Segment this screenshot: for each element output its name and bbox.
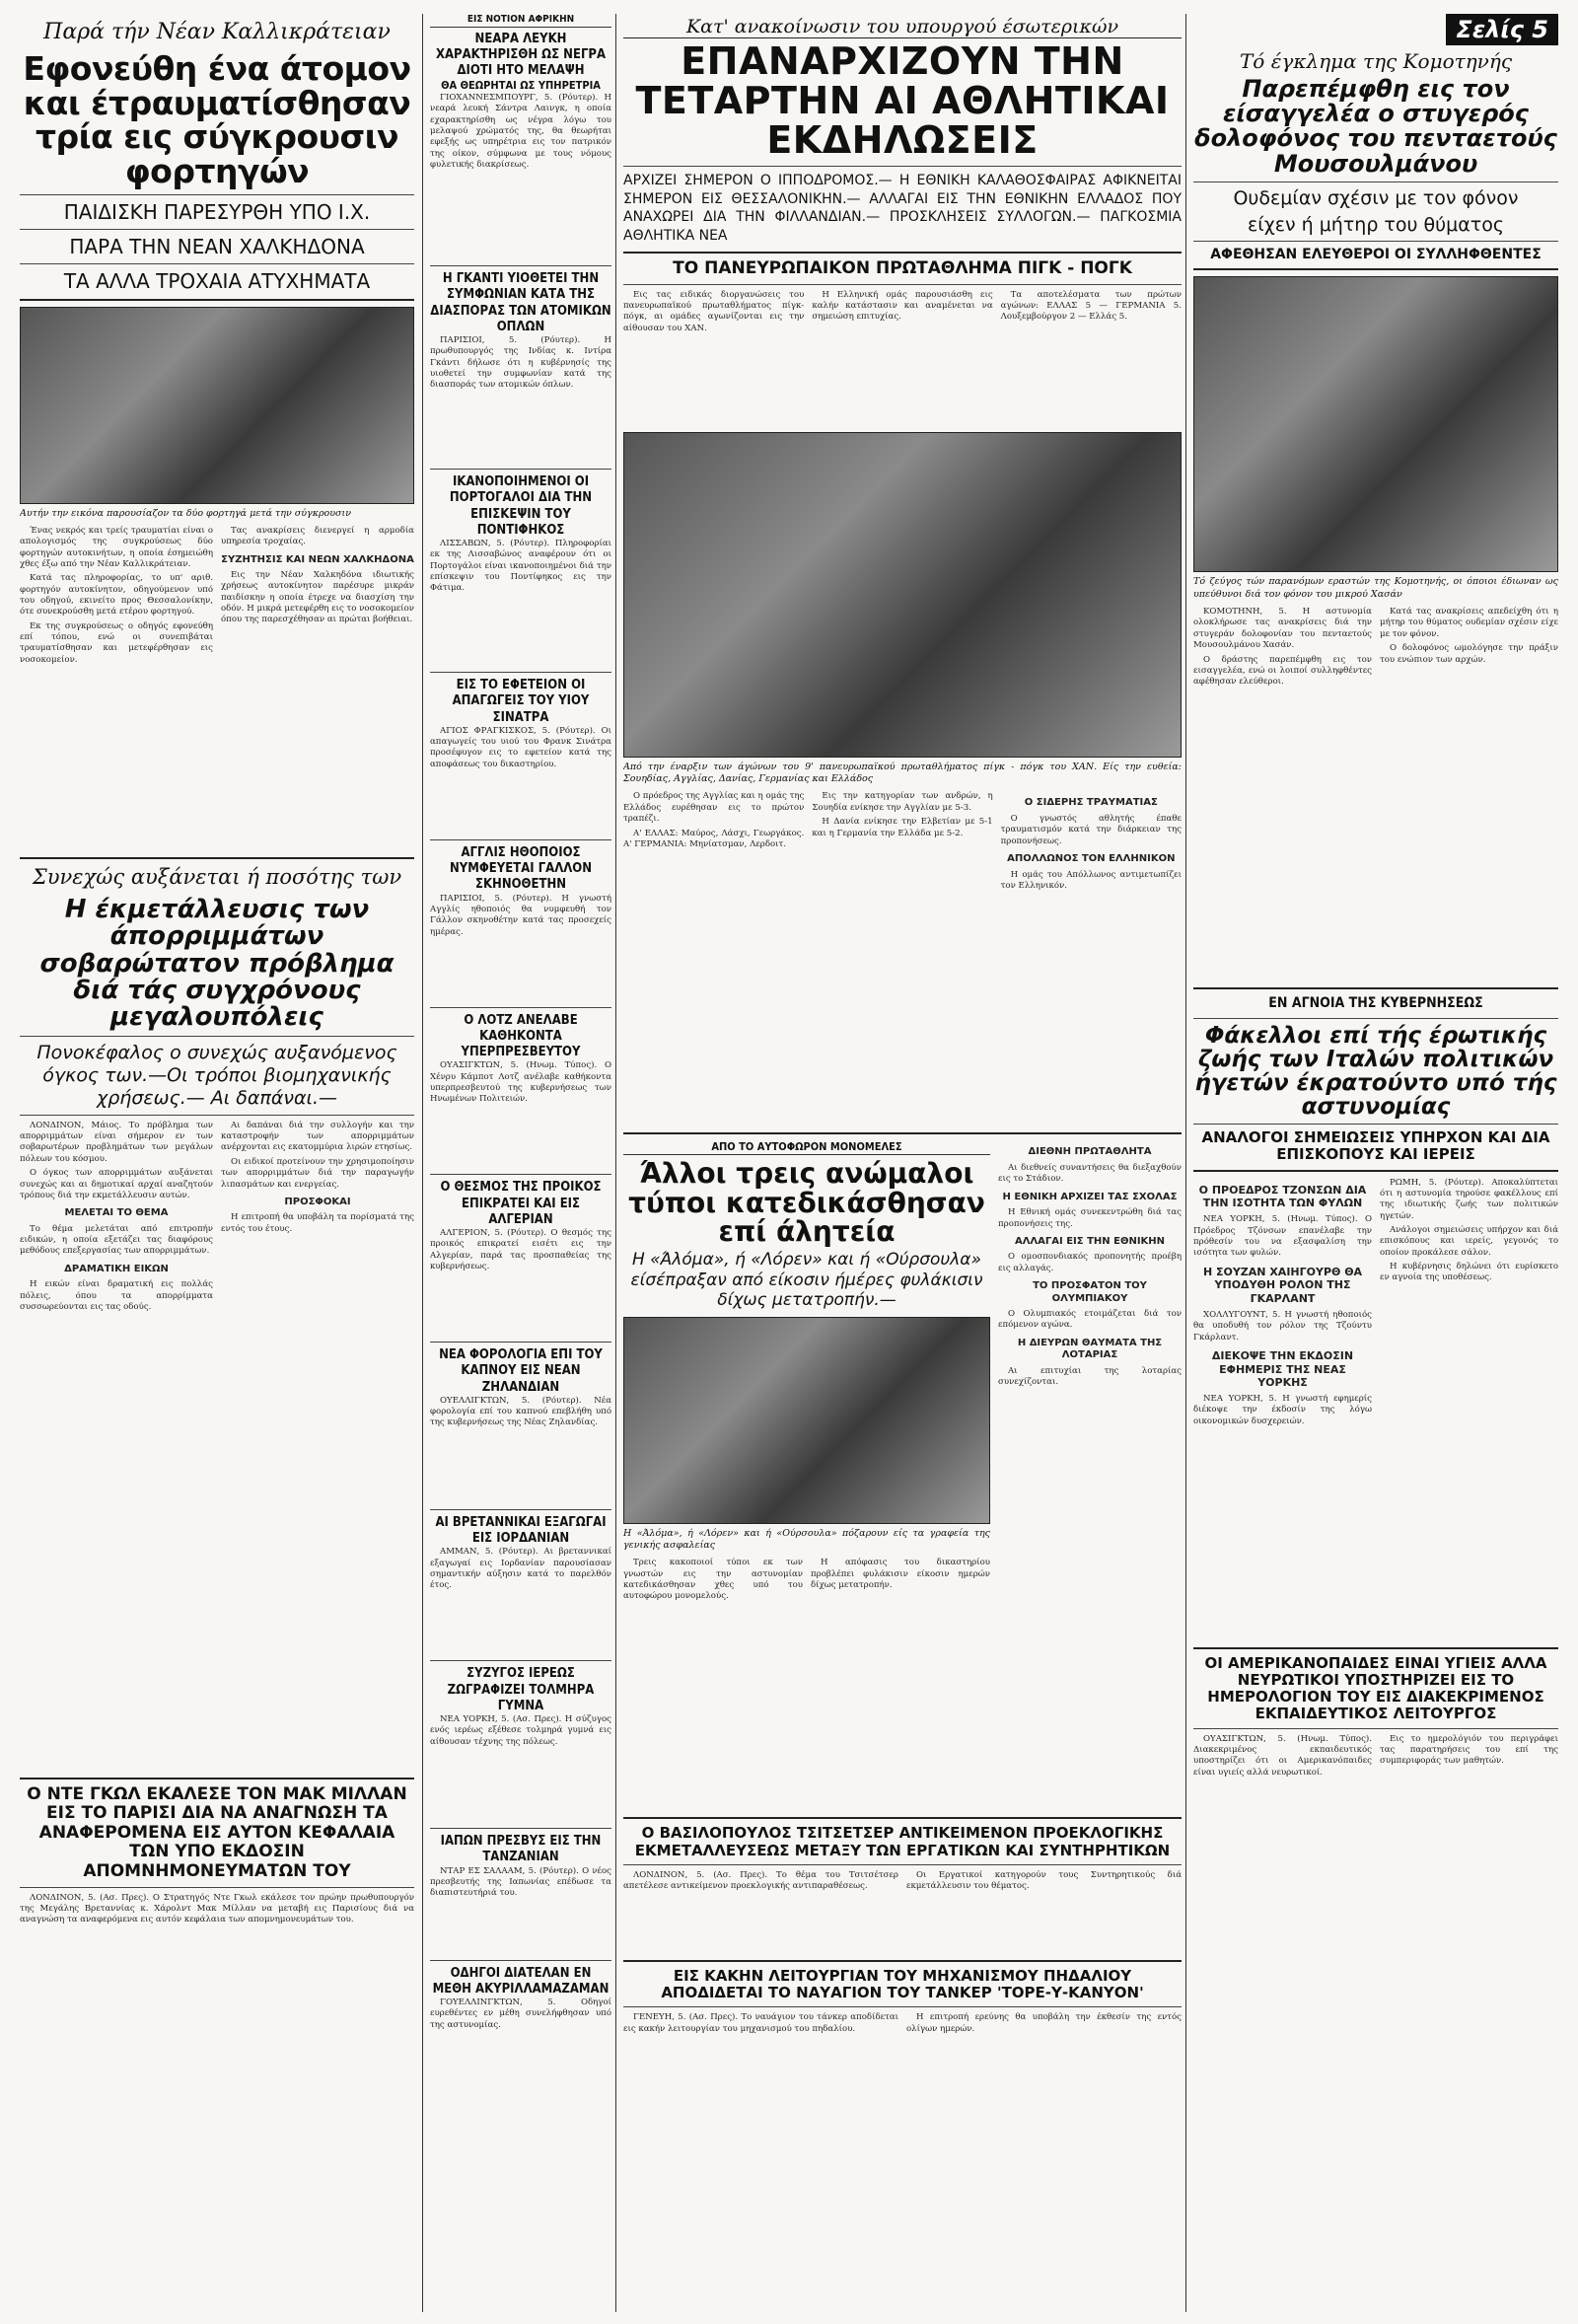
article-body: ΔΙΕΘΝΗ ΠΡΩΤΑΘΛΗΤΑ Αι διεθνείς συναντήσεις θα διεξαχθούν εις το Στάδιον. Η ΕΘΝΙΚΗ ΑΡΧΙΖΕΙ ΤΑΣ ΣΧΟΛΑΣ Η Εθνική ομάς συνεκεντρώθη διά τας προπονήσεις της. ΑΛΛΑΓΑΙ ΕΙΣ ΤΗΝ ΕΘΝΙΚΗΝ Ο ομοσπονδιακός προπονητής προέβη εις αλλαγάς. ΤΟ ΠΡΟΣΦΑΤΟΝ ΤΟΥ ΟΛΥΜΠΙΑΚΟΥ Ο Ολυμπιακός ετοιμάζεται διά τον επόμενον αγώνα. Η ΔΙΕΥΡΩΝ ΘΑΥΜΑΤΑ ΤΗΣ ΛΟΤΑΡΙΑΣ Αι επιτυχίαι της λοταρίας συνεχίζονται.: [998, 1146, 1182, 1388]
article-headline: ΕΠΑΝΑΡΧΙΖΟΥΝ ΤΗΝ ΤΕΤΑΡΤΗΝ ΑΙ ΑΘΛΗΤΙΚΑΙ ΕΚΔΗΛΩΣΕΙΣ: [635, 39, 1170, 162]
article-headline: ΕΙΣ ΤΟ ΕΦΕΤΕΙΟΝ ΟΙ ΑΠΑΓΩΓΕΙΣ ΤΟΥ ΥΙΟΥ ΣΙΝΑΤΡΑ: [452, 678, 590, 725]
article-subhead: Πονοκέφαλος ο συνεχώς αυξανόμενος όγκος των.—Οι τρόποι βιομηχανικής χρήσεως.— Αι δαπάναι.—: [36, 1042, 397, 1109]
column-1: [20, 14, 414, 2312]
article-body: Ένας νεκρός και τρείς τραυματίαι είναι ο απολογισμός της συγκρούσεως δύο φορτηγών αυτοκινήτων, η οποία έσημειώθη χθες έξω από την Νέαν Καλλικράτειαν. Κατά τας πληροφορίας, το υπ' αριθ. φορτηγόν αυτοκίνητον, οδηγούμενον υπό του οδηγού, εκινείτο προς Θεσσαλονίκην, ότε συνεκρούσθη μετά ετέρου φορτηγού. Εκ της συγκρούσεως ο οδηγός εφονεύθη επί τόπου, ενώ οι συνεπιβάται τραυματίσθησαν και μετεφέρθησαν εις νοσοκομείον.: [20, 525, 213, 665]
photo-caption: Η «Άλόμα», ή «Λόρεν» και ή «Ούρσουλα» πόζαρουν είς τα γραφεία της γενικής ασφαλείας: [623, 1527, 990, 1551]
article-headline: Εφονεύθη ένα άτομον και έτραυματίσθησαν τρία εις σύγκρουσιν φορτηγών: [23, 49, 411, 190]
article-headline: ΝΕΑ ΦΟΡΟΛΟΓΙΑ ΕΠΙ ΤΟΥ ΚΑΠΝΟΥ ΕΙΣ ΝΕΑΝ ΖΗΛΑΝΔΙΑΝ: [439, 1347, 603, 1395]
article-headline: Ο ΘΕΣΜΟΣ ΤΗΣ ΠΡΟΙΚΟΣ ΕΠΙΚΡΑΤΕΙ ΚΑΙ ΕΙΣ ΑΛΓΕΡΙΑΝ: [440, 1180, 602, 1227]
article-kicker: Παρά τήν Νέαν Καλλικράτειαν: [43, 20, 391, 44]
column-3: [623, 14, 1182, 2312]
article-body: Η Ελληνική ομάς παρουσιάσθη εις καλήν κατάστασιν και αναμένεται να σημειώση επιτυχίας.: [812, 289, 993, 323]
section-head: ΤΟ ΠΡΟΣΦΑΤΟΝ ΤΟΥ ΟΛΥΜΠΙΑΚΟΥ: [1033, 1280, 1147, 1304]
section-label: ΑΠΟ ΤΟ ΑΥΤΟΦΩΡΟΝ ΜΟΝΟΜΕΛΕΣ: [623, 1140, 990, 1155]
article-body: ΓΙΟΧΑΝΝΕΣΜΠΟΥΡΓ, 5. (Ρόυτερ). Η νεαρά λευκή Σάντρα Λαινγκ, η οποία εχαρακτηρίσθη ως νέγρα λόγω του μελαψού χρώματός της, θα θεωρήται εφεξής ως υπηρέτρια εις τον πατρικόν της οίκον, σύμφωνα με τους νόμους φυλετικής διακρίσεως.: [430, 93, 611, 171]
article-kicker: Συνεχώς αυξάνεται ή ποσότης των: [32, 864, 402, 889]
article-body: ΑΓΙΟΣ ΦΡΑΓΚΙΣΚΟΣ, 5. (Ρόυτερ). Οι απαγωγείς του υιού του Φρανκ Σινάτρα προσέφυγον εις το εφετείον κατά της αποφάσεως του δικαστηρίου.: [430, 725, 611, 769]
article-headline: Ο ΒΑΣΙΛΟΠΟΥΛΟΣ ΤΣΙΤΣΕΤΣΕΡ ΑΝΤΙΚΕΙΜΕΝΟΝ ΠΡΟΕΚΛΟΓΙΚΗΣ ΕΚΜΕΤΑΛΛΕΥΣΕΩΣ ΜΕΤΑΞΥ ΤΩΝ ΕΡΓΑΤΙΚΩΝ ΚΑΙ ΣΥΝΤΗΡΗΤΙΚΩΝ: [634, 1824, 1171, 1859]
article-headline: ΑΓΓΛΙΣ ΗΘΟΠΟΙΟΣ ΝΥΜΦΕΥΕΤΑΙ ΓΑΛΛΟΝ ΣΚΗΝΟΘΕΤΗΝ: [449, 844, 593, 893]
article-subhead: ΑΝΑΛΟΓΟΙ ΣΗΜΕΙΩΣΕΙΣ ΥΠΗΡΧΟΝ ΚΑΙ ΔΙΑ ΕΠΙΣΚΟΠΟΥΣ ΚΑΙ ΙΕΡΕΙΣ: [1201, 1128, 1550, 1164]
article-subhead: ΤΑ ΑΛΛΑ ΤΡΟΧΑΙΑ ΑΤΥΧΗΜΑΤΑ: [63, 268, 371, 293]
article-body: ΠΑΡΙΣΙΟΙ, 5. (Ρόυτερ). Η γνωστή Αγγλίς ηθοποιός θα νυμφευθή τον Γάλλον σκηνοθέτην κατά τας προσεχείς ημέρας.: [430, 893, 611, 937]
article-body: ΛΟΝΔΙΝΟΝ, 5. (Ασ. Πρες). Ο Στρατηγός Ντε Γκωλ εκάλεσε τον πρώην πρωθυπουργόν της Μεγάλης Βρεταννίας κ. Χάρολντ Μακ Μίλλαν να μεταβή εις Παρισίους διά να αναγνώση τα αναφερόμενα εις αυτόν κεφάλαια των απομνημονευμάτων του.: [20, 1892, 414, 1925]
photo-caption: Αυτήν την εικόνα παρουσίαζον τα δύο φορτηγά μετά την σύγκρουσιν: [20, 507, 352, 519]
article-body: Οι Εργατικοί κατηγορούν τους Συντηρητικούς διά εκμετάλλευσιν του θέματος.: [906, 1869, 1182, 1892]
article-body: ΑΜΜΑΝ, 5. (Ρόυτερ). Αι βρεταννικαί εξαγωγαί εις Ιορδανίαν παρουσίασαν σημαντικήν αύξησιν κατά το παρελθόν έτος.: [430, 1547, 611, 1591]
article-body: Η επιτροπή ερεύνης θα υποβάλη την έκθεσίν της εντός ολίγων ημερών.: [906, 2012, 1182, 2034]
section-label: ΕΙΣ ΝΟΤΙΟΝ ΑΦΡΙΚΗΝ: [430, 14, 611, 28]
article-headline: ΟΔΗΓΟΙ ΔΙΑΤΕΛΑΝ ΕΝ ΜΕΘΗ ΑΚΥΡΙΛΛΑΜΑΖΑΜΑΝ: [432, 1965, 610, 1997]
article-body: Εις την κατηγορίαν των ανδρών, η Σουηδία ενίκησε την Αγγλίαν με 5-3. Η Δανία ενίκησε την Ελβετίαν με 5-1 και η Γερμανία την Ελλάδα με 5-2.: [812, 791, 993, 838]
article-body: ΛΙΣΣΑΒΩΝ, 5. (Ρόυτερ). Πληροφορίαι εκ της Λισσαβώνος αναφέρουν ότι οι Πορτογάλοι είναι ικανοποιημένοι διά την επίσκεψιν του Ποντίφηκος εις την Φάτιμα.: [430, 539, 611, 594]
section-head: ΣΥΖΗΤΗΣΙΣ ΚΑΙ ΝΕΩΝ ΧΑΛΚΗΔΟΝΑ: [221, 553, 414, 565]
photo-caption: Από την έναρξιν των άγώνων του 9' πανευρωπαϊκού πρωταθλήματος πίγκ - πόγκ του ΧΑΝ. Είς την ευθεία: Σουηδίας, Αγγλίας, Δανίας, Γερμανίας και Ελλάδος: [623, 761, 1182, 785]
article-headline: ΝΕΑΡΑ ΛΕΥΚΗ ΧΑΡΑΚΤΗΡΙΣΘΗ ΩΣ ΝΕΓΡΑ ΔΙΟΤΙ ΗΤΟ ΜΕΛΑΨΗ: [435, 31, 607, 78]
page-number-badge: Σελίς 5: [1446, 14, 1558, 45]
section-head: ΔΙΕΚΟΨΕ ΤΗΝ ΕΚΔΟΣΙΝ ΕΦΗΜΕΡΙΣ ΤΗΣ ΝΕΑΣ ΥΟΡΚΗΣ: [1211, 1348, 1354, 1390]
article-headline: Ο ΝΤΕ ΓΚΩΛ ΕΚΑΛΕΣΕ ΤΟΝ ΜΑΚ ΜΙΛΛΑΝ ΕΙΣ ΤΟ ΠΑΡΙΣΙ ΔΙΑ ΝΑ ΑΝΑΓΝΩΣΗ ΤΑ ΑΝΑΦΕΡΟΜΕΝΑ ΕΙΣ ΑΥΤΟΝ ΚΕΦΑΛΑΙΑ ΤΩΝ ΥΠΟ ΕΚΔΟΣΙΝ ΑΠΟΜΝΗΜΟΝΕΥΜΑΤΩΝ ΤΟΥ: [27, 1783, 407, 1881]
article-body: ΟΥΑΣΙΓΚΤΩΝ, 5. (Ηνωμ. Τύπος). Ο Χένρυ Κάμποτ Λοτζ ανέλαβε καθήκοντα υπερπρεσβευτού της κυβερνήσεως των Ηνωμένων Πολιτειών.: [430, 1060, 611, 1105]
article-body: Τα αποτελέσματα των πρώτων αγώνων: ΕΛΛΑΣ 5 — ΓΕΡΜΑΝΙΑ 5. Λουξεμβούργον 2 — Ελλάς 5.: [1000, 289, 1182, 323]
article-body: ΑΛΓΕΡΙΟΝ, 5. (Ρόυτερ). Ο θεσμός της προικός επικρατεί εισέτι εις την Αλγερίαν, παρά τας προσπαθείας της κυβερνήσεως.: [430, 1228, 611, 1272]
article-subhead: ΠΑΡΑ ΤΗΝ ΝΕΑΝ ΧΑΛΚΗΔΟΝΑ: [69, 234, 365, 258]
section-head: Η ΕΘΝΙΚΗ ΑΡΧΙΖΕΙ ΤΑΣ ΣΧΟΛΑΣ: [1002, 1191, 1178, 1202]
article-body: ΓΕΝΕΥΗ, 5. (Ασ. Πρες). Το ναυάγιον του τάνκερ αποδίδεται εις κακήν λειτουργίαν του μηχανισμού του πηδαλίου.: [623, 2012, 898, 2034]
section-head: ΜΕΛΕΤΑΙ ΤΟ ΘΕΜΑ: [64, 1207, 169, 1219]
article-subhead: είχεν ή μήτηρ του θύματος: [1248, 213, 1504, 236]
section-head: ΑΛΛΑΓΑΙ ΕΙΣ ΤΗΝ ΕΘΝΙΚΗΝ: [1014, 1235, 1166, 1247]
article-headline: ΟΙ ΑΜΕΡΙΚΑΝΟΠΑΙΔΕΣ ΕΙΝΑΙ ΥΓΙΕΙΣ ΑΛΛΑ ΝΕΥΡΩΤΙΚΟΙ ΥΠΟΣΤΗΡΙΖΕΙ ΕΙΣ ΤΟ ΗΜΕΡΟΛΟΓΙΟΝ ΤΟΥ ΕΙΣ ΔΙΑΚΕΚΡΙΜΕΝΟΣ ΕΚΠΑΙΔΕΥΤΙΚΟΣ ΛΕΙΤΟΥΡΓΟΣ: [1204, 1653, 1547, 1723]
article-body: Κατά τας ανακρίσεις απεδείχθη ότι η μήτηρ του θύματος ουδεμίαν σχέσιν είχε με τον φόνον. Ο δολοφόνος ωμολόγησε την πράξιν του ενώπιον των αρχών.: [1380, 607, 1558, 665]
arrested-persons-photo: [623, 1317, 990, 1524]
article-body: Αι δαπάναι διά την συλλογήν και την καταστροφήν των απορριμμάτων ανέρχονται εις εκατομμύρια λιρών ετησίως. Οι ειδικοί προτείνουν την χρησιμοποίησιν των απορριμμάτων διά την παραγωγήν λιπασμάτων και ενεργείας. ΠΡΟΣΦΟΚΑΙ Η επιτροπή θα υποβάλη τα πορίσματά της εντός του έτους.: [221, 1120, 414, 1234]
section-label: ΕΝ ΑΓΝΟΙΑ ΤΗΣ ΚΥΒΕΡΝΗΣΕΩΣ: [1268, 995, 1483, 1012]
article-body: ΡΩΜΗ, 5. (Ρόυτερ). Αποκαλύπτεται ότι η αστυνομία τηρούσε φακέλλους επί της ιδιωτικής ζωής των πολιτικών ηγετών. Ανάλογοι σημειώσεις υπήρχον και διά επισκόπους και ιερείς, γεγονός το οποίον προκάλεσε σάλον. Η κυβέρνησις δηλώνει ότι ευρίσκετο εν αγνοία της υποθέσεως.: [1380, 1177, 1558, 1283]
section-head: ΑΠΟΛΛΩΝΟΣ ΤΟΝ ΕΛΛΗΝΙΚΟΝ: [1007, 853, 1176, 864]
article-headline: Ο ΛΟΤΖ ΑΝΕΛΑΒΕ ΚΑΘΗΚΟΝΤΑ ΥΠΕΡΠΡΕΣΒΕΥΤΟΥ: [461, 1012, 581, 1059]
article-body: ΚΟΜΟΤΗΝΗ, 5. Η αστυνομία ολοκλήρωσε τας ανακρίσεις διά την στυγεράν δολοφονίαν του πενταετούς Μουσουλμάνου Χασάν. Ο δράστης παρεπέμφθη εις τον εισαγγελέα, ενώ οι λοιποί συλληφθέντες αφέθησαν ελεύθεροι.: [1193, 607, 1372, 688]
article-headline: Η ΓΚΑΝΤΙ ΥΙΟΘΕΤΕΙ ΤΗΝ ΣΥΜΦΩΝΙΑΝ ΚΑΤΑ ΤΗΣ ΔΙΑΣΠΟΡΑΣ ΤΩΝ ΑΤΟΜΙΚΩΝ ΟΠΛΩΝ: [430, 271, 611, 334]
article-subhead: Η «Άλόμα», ή «Λόρεν» και ή «Ούρσουλα» είσέπραξαν από είκοσιν ήμέρες φυλάκισιν δίχως μετατροπήν.—: [630, 1250, 983, 1311]
article-deck: ΑΡΧΙΖΕΙ ΣΗΜΕΡΟΝ Ο ΙΠΠΟΔΡΟΜΟΣ.— Η ΕΘΝΙΚΗ ΚΑΛΑΘΟΣΦΑΙΡΑΣ ΑΦΙΚΝΕΙΤΑΙ ΣΗΜΕΡΟΝ ΕΙΣ ΘΕΣΣΑΛΟΝΙΚΗΝ.— ΑΛΛΑΓΑΙ ΕΙΣ ΤΗΝ ΕΘΝΙΚΗΝ ΕΛΛΑΔΟΣ ΠΟΥ ΑΝΑΧΩΡΕΙ ΔΙΑ ΤΗΝ ΦΙΛΛΑΝΔΙΑΝ.— ΠΡΟΣΚΛΗΣΕΙΣ ΣΥΛΛΟΓΩΝ.— ΠΑΓΚΟΣΜΙΑ ΑΘΛΗΤΙΚΑ ΝΕΑ: [623, 172, 1182, 245]
article-body: Εις το ημερολόγιόν του περιγράφει τας παρατηρήσεις του επί της συμπεριφοράς των μαθητών.: [1380, 1733, 1558, 1767]
article-kicker: Τό έγκλημα της Κομοτηνής: [1239, 49, 1513, 73]
article-headline: ΙΚΑΝΟΠΟΙΗΜΕΝΟΙ ΟΙ ΠΟΡΤΟΓΑΛΟΙ ΔΙΑ ΤΗΝ ΕΠΙΣΚΕΨΙΝ ΤΟΥ ΠΟΝΤΙΦΗΚΟΣ: [449, 474, 593, 538]
article-headline: ΣΥΖΥΓΟΣ ΙΕΡΕΩΣ ΖΩΓΡΑΦΙΖΕΙ ΤΟΛΜΗΡΑ ΓΥΜΝΑ: [447, 1666, 595, 1713]
section-banner: ΤΟ ΠΑΝΕΥΡΩΠΑΙΚΟΝ ΠΡΩΤΑΘΛΗΜΑ ΠΙΓΚ - ΠΟΓΚ: [673, 258, 1132, 279]
article-headline: Η έκμετάλλευσις των άπορριμμάτων σοβαρώτατον πρόβλημα διά τάς συγχρόνους μεγαλουπόλεις: [39, 894, 394, 1033]
article-body: ΝΕΑ ΥΟΡΚΗ, 5. (Ασ. Πρες). Η σύζυγος ενός ιερέως εξέθεσε τολμηρά γυμνά εις αίθουσαν τέχνης της πόλεως.: [430, 1714, 611, 1747]
article-headline: ΕΙΣ ΚΑΚΗΝ ΛΕΙΤΟΥΡΓΙΑΝ ΤΟΥ ΜΗΧΑΝΙΣΜΟΥ ΠΗΔΑΛΙΟΥ ΑΠΟΔΙΔΕΤΑΙ ΤΟ ΝΑΥΑΓΙΟΝ ΤΟΥ ΤΑΝΚΕΡ 'ΤΟΡΕ-Υ-ΚΑΝΥΟΝ': [661, 1966, 1144, 2002]
article-subhead: Ουδεμίαν σχέσιν με τον φόνον: [1233, 186, 1519, 209]
section-head: Ο ΠΡΟΕΔΡΟΣ ΤΖΟΝΣΩΝ ΔΙΑ ΤΗΝ ΙΣΟΤΗΤΑ ΤΩΝ ΦΥΛΩΝ: [1198, 1183, 1367, 1210]
article-body: Εις τας ειδικάς διοργανώσεις του πανευρωπαϊκού πρωταθλήματος πίγκ-πόγκ, αι ομάδες αγωνίζονται εις την αίθουσαν του ΧΑΝ.: [623, 289, 805, 333]
article-body: ΛΟΝΔΙΝΟΝ, 5. (Ασ. Πρες). Το θέμα του Τσιτσέτσερ απετέλεσε αντικείμενον προεκλογικής αντιπαραθέσεως.: [623, 1869, 898, 1892]
column-2: [430, 14, 611, 2312]
article-body: ΛΟΝΔΙΝΟΝ, Μάιος. Το πρόβλημα των απορριμμάτων είναι σήμερον εν των σοβαρωτέρων προβλημάτων των μεγάλων πόλεων του κόσμου. Ο όγκος των απορριμμάτων αυξάνεται συνεχώς και αι δημοτικαί αρχαί αναζητούν τρόπους διά την εκμετάλλευσιν αυτών. ΜΕΛΕΤΑΙ ΤΟ ΘΕΜΑ Το θέμα μελετάται από επιτροπήν ειδικών, η οποία εξετάζει τας διαφόρους μεθόδους επεξεργασίας των απορριμμάτων. ΔΡΑΜΑΤΙΚΗ ΕΙΚΩΝ Η εικών είναι δραματική εις πολλάς πόλεις, όπου τα απορρίμματα συσσωρεύονται εις τας οδούς.: [20, 1120, 213, 1312]
table-tennis-team-photo: [623, 432, 1182, 758]
article-subhead: ΑΦΕΘΗΣΑΝ ΕΛΕΥΘΕΡΟΙ ΟΙ ΣΥΛΛΗΦΘΕΝΤΕΣ: [1210, 247, 1542, 263]
article-headline: Άλλοι τρεις ανώμαλοι τύποι κατεδικάσθησαν επί άλητεία: [628, 1157, 985, 1248]
article-subhead: ΠΑΙΔΙΣΚΗ ΠΑΡΕΣΥΡΘΗ ΥΠΟ Ι.Χ.: [63, 199, 371, 224]
article-headline: Παρεπέμφθη εις τον είσαγγελέα ο στυγερός δολοφόνος του πενταετούς Μουσουλμάνου: [1194, 75, 1557, 178]
article-body: Ο ΠΡΟΕΔΡΟΣ ΤΖΟΝΣΩΝ ΔΙΑ ΤΗΝ ΙΣΟΤΗΤΑ ΤΩΝ ΦΥΛΩΝ ΝΕΑ ΥΟΡΚΗ, 5. (Ηνωμ. Τύπος). Ο Πρόεδρος Τζόνσων επανέλαβε την πρόθεσίν του να εξασφαλίση την ισότητα των φυλών. Η ΣΟΥΖΑΝ ΧΑΙΗΓΟΥΡΘ ΘΑ ΥΠΟΔΥΘΗ ΡΟΛΟΝ ΤΗΣ ΓΚΑΡΛΑΝΤ ΧΟΛΛΥΓΟΥΝΤ, 5. Η γνωστή ηθοποιός θα υποδυθή τον ρόλον της Τζούντυ Γκάρλαντ. ΔΙΕΚΟΨΕ ΤΗΝ ΕΚΔΟΣΙΝ ΕΦΗΜΕΡΙΣ ΤΗΣ ΝΕΑΣ ΥΟΡΚΗΣ ΝΕΑ ΥΟΡΚΗ, 5. Η γνωστή εφημερίς διέκοψε την έκδοσίν της λόγω οικονομικών δυσχερειών.: [1193, 1183, 1372, 1426]
article-kicker: Κατ' ανακοίνωσιν του υπουργού έσωτερικών: [623, 16, 1182, 38]
article-body: Τρεις κακοποιοί τύποι εκ των γνωστών εις την αστυνομίαν κατεδικάσθησαν χθες υπό του αυτοφώρου μονομελούς.: [623, 1558, 803, 1602]
article-body: Η απόφασις του δικαστηρίου προβλέπει φυλάκισιν είκοσιν ημερών δίχως μετατροπήν.: [811, 1558, 990, 1590]
section-head: ΠΡΟΣΦΟΚΑΙ: [284, 1196, 351, 1207]
section-head: ΔΙΕΘΝΗ ΠΡΩΤΑΘΛΗΤΑ: [1028, 1146, 1152, 1158]
article-body: ΟΥΕΛΛΙΓΚΤΩΝ, 5. (Ρόυτερ). Νέα φορολογία επί του καπνού επεβλήθη υπό της κυβερνήσεως της Νέας Ζηλανδίας.: [430, 1395, 611, 1428]
article-body: Τας ανακρίσεις διενεργεί η αρμοδία υπηρεσία τροχαίας. ΣΥΖΗΤΗΣΙΣ ΚΑΙ ΝΕΩΝ ΧΑΛΚΗΔΟΝΑ Εις την Νέαν Χαλκηδόνα ιδιωτικής χρήσεως αυτοκίνητον παρέσυρε μικράν παιδίσκην η οποία έτρεχε να διασχίση την οδόν. Η μικρά μετεφέρθη εις το νοσοκομείον όπου της παρεσχέθησαν αι πρώται βοήθειαι.: [221, 525, 414, 625]
article-headline: ΙΑΠΩΝ ΠΡΕΣΒΥΣ ΕΙΣ ΤΗΝ ΤΑΝΖΑΝΙΑΝ: [440, 1834, 602, 1865]
article-body: Ο ΣΙΔΕΡΗΣ ΤΡΑΥΜΑΤΙΑΣ Ο γνωστός αθλητής έπαθε τραυματισμόν κατά την διάρκειαν της προπονήσεως. ΑΠΟΛΛΩΝΟΣ ΤΟΝ ΕΛΛΗΝΙΚΟΝ Η ομάς του Απόλλωνος αντιμετωπίζει τον Ελληνικόν.: [1000, 797, 1182, 891]
section-head: Η ΔΙΕΥΡΩΝ ΘΑΥΜΑΤΑ ΤΗΣ ΛΟΤΑΡΙΑΣ: [1017, 1337, 1163, 1361]
article-body: ΠΑΡΙΣΙΟΙ, 5. (Ρόυτερ). Η πρωθυπουργός της Ινδίας κ. Ιντίρα Γκάντι δήλωσε ότι η κυβέρνησίς της υιοθετεί την συμφωνίαν κατά της διασποράς των ατομικών όπλων.: [430, 335, 611, 391]
article-body: ΟΥΑΣΙΓΚΤΩΝ, 5. (Ηνωμ. Τύπος). Διακεκριμένος εκπαιδευτικός υποστηρίζει ότι οι Αμερικανόπαιδες είναι υγιείς αλλά νευρωτικοί.: [1193, 1733, 1372, 1778]
article-headline: Φάκελλοι επί τής έρωτικής ζωής των Ιταλών πολιτικών ήγετών έκρατούντο υπό τής αστυνομίας: [1194, 1022, 1557, 1121]
article-body: Ο πρόεδρος της Αγγλίας και η ομάς της Ελλάδος ευρέθησαν εις το πρώτον τραπέζι. Α' ΕΛΛΑΣ: Μαύρος, Λάσχι, Γεωργάκος. Α' ΓΕΡΜΑΝΙΑ: Μηνίατσμαν, Λερδοιτ.: [623, 791, 805, 849]
article-body: ΝΤΑΡ ΕΣ ΣΑΛΑΑΜ, 5. (Ρόυτερ). Ο νέος πρεσβευτής της Ιαπωνίας επέδωσε τα διαπιστευτήριά του.: [430, 1865, 611, 1899]
article-headline: ΑΙ ΒΡΕΤΑΝΝΙΚΑΙ ΕΞΑΓΩΓΑΙ ΕΙΣ ΙΟΡΔΑΝΙΑΝ: [435, 1514, 607, 1546]
article-body: ΓΟΥΕΛΛΙΝΓΚΤΩΝ, 5. Οδηγοί ευρεθέντες εν μέθη συνελήφθησαν υπό της αστυνομίας.: [430, 1997, 611, 2030]
photo-caption: Τό ζεύγος τών παρανόμων εραστών της Κομοτηνής, οι όποιοι έδιωναν ως υπεύθυνοι διά τον φόνον του μικρού Χασάν: [1193, 576, 1558, 600]
article-subhead: ΘΑ ΘΕΩΡΗΤΑΙ ΩΣ ΥΠΗΡΕΤΡΙΑ: [441, 79, 601, 93]
section-head: Ο ΣΙΔΕΡΗΣ ΤΡΑΥΜΑΤΙΑΣ: [1024, 797, 1158, 809]
newspaper-page: [20, 14, 1558, 2312]
truck-collision-photo: [20, 307, 414, 504]
section-head: ΔΡΑΜΑΤΙΚΗ ΕΙΚΩΝ: [64, 1263, 169, 1274]
column-4: [1193, 14, 1558, 2312]
section-head: Η ΣΟΥΖΑΝ ΧΑΙΗΓΟΥΡΘ ΘΑ ΥΠΟΔΥΘΗ ΡΟΛΟΝ ΤΗΣ ΓΚΑΡΛΑΝΤ: [1202, 1265, 1363, 1306]
suspects-photo: [1193, 276, 1558, 572]
